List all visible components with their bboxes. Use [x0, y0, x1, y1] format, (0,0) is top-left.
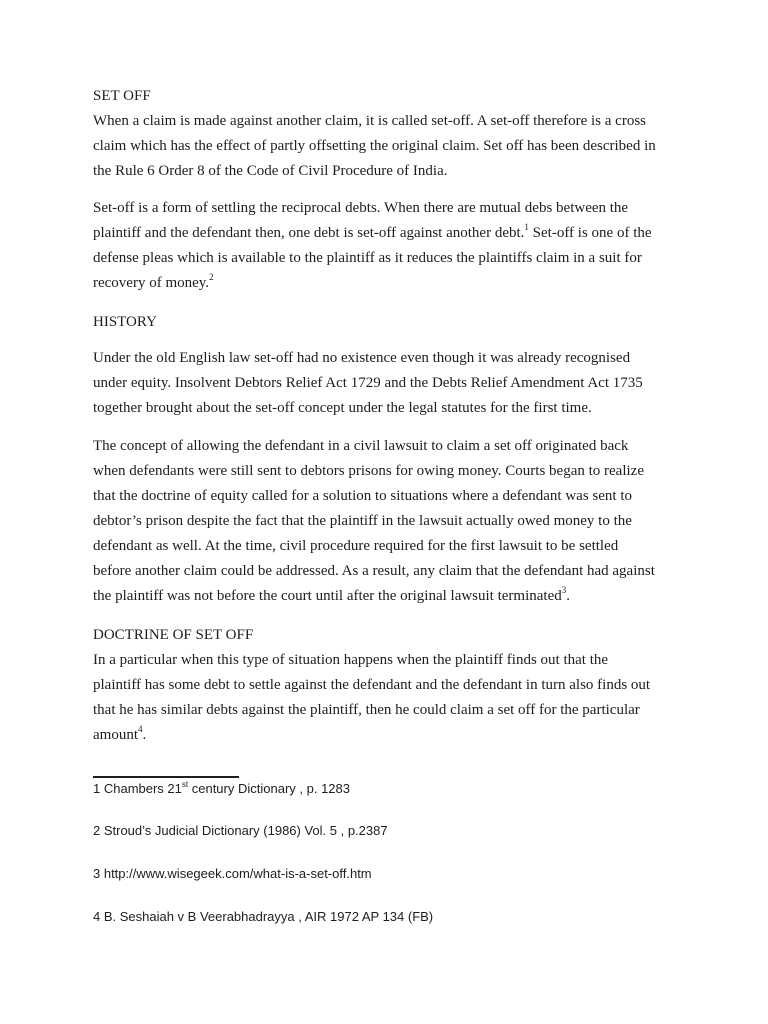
paragraph-line: the Rule 6 Order 8 of the Code of Civil Procedure of India.	[93, 163, 448, 179]
footnote-separator	[93, 776, 239, 778]
text-run: recovery of money.	[93, 275, 210, 291]
footnote-ref-4[interactable]: 4	[138, 724, 143, 734]
text-run: plaintiff and the defendant then, one debt is set-off against another debt.	[93, 225, 525, 241]
paragraph-line	[93, 221, 693, 246]
paragraph-line: defense pleas which is available to the plaintiff as it reduces the plaintiffs claim in a suit for	[93, 250, 642, 266]
paragraph-line: that the doctrine of equity called for a solution to situations where a defendant was sent to	[93, 488, 633, 504]
superscript: st	[181, 779, 189, 789]
text-run: amount	[93, 727, 138, 743]
paragraph-line: defendant as well. At the time, civil procedure required for the first lawsuit to be settled	[93, 538, 619, 554]
paragraph-line: In a particular when this type of situation happens when the plaintiff finds out that the	[93, 652, 609, 668]
footnote-2: 2 Stroud’s Judicial Dictionary (1986) Vol. 5 , p.2387	[93, 823, 388, 838]
paragraph-line: Under the old English law set-off had no existence even though it was already recognised	[93, 350, 631, 366]
paragraph-line: debtor’s prison despite the fact that the plaintiff in the lawsuit actually owed money to the	[93, 513, 632, 529]
heading-set-off: SET OFF	[93, 88, 151, 104]
footnote-3[interactable]: 3 http://www.wisegeek.com/what-is-a-set-off.htm	[93, 866, 372, 881]
text-run: the plaintiff was not before the court until after the original lawsuit terminated	[93, 588, 562, 604]
paragraph-history-2	[93, 434, 693, 609]
paragraph-line: before another claim could be addressed. As a result, any claim that the defendant had against	[93, 563, 655, 579]
footnote-4: 4 B. Seshaiah v B Veerabhadrayya , AIR 1972 AP 134 (FB)	[93, 909, 434, 924]
paragraph-line: plaintiff has some debt to settle against the defendant and the defendant in turn also finds out	[93, 677, 651, 693]
paragraph-line: that he has similar debts against the plaintiff, then he could claim a set off for the particular	[93, 702, 640, 718]
footnote-ref-3[interactable]: 3	[561, 585, 567, 595]
footnote-1	[93, 779, 350, 799]
footnote-ref-2[interactable]: 2	[209, 272, 214, 282]
heading-history: HISTORY	[93, 314, 157, 330]
paragraph-line	[93, 723, 693, 748]
section-history	[93, 310, 693, 335]
heading-doctrine-of-set-off: DOCTRINE OF SET OFF	[93, 627, 254, 643]
text-run: .	[566, 588, 570, 604]
paragraph-set-off-2	[93, 196, 693, 296]
section-doctrine	[93, 623, 693, 748]
paragraph-line: Set-off is a form of settling the reciprocal debts. When there are mutual debs between the	[93, 200, 629, 216]
paragraph-line: When a claim is made against another claim, it is called set-off. A set-off therefore is a cross	[93, 113, 647, 129]
paragraph-line: together brought about the set-off concept under the legal statutes for the first time.	[93, 400, 592, 416]
footnote-ref-1[interactable]: 1	[524, 222, 529, 232]
section-set-off	[93, 84, 693, 184]
text-run: .	[142, 727, 147, 743]
paragraph-line	[93, 271, 693, 296]
paragraph-history-1	[93, 346, 693, 421]
paragraph-line: under equity. Insolvent Debtors Relief Act 1729 and the Debts Relief Amendment Act 1735	[93, 375, 643, 391]
paragraph-line: when defendants were still sent to debtors prisons for owing money. Courts began to realize	[93, 463, 644, 479]
text-run: century Dictionary , p. 1283	[188, 781, 350, 796]
text-run: 1 Chambers 21	[93, 781, 182, 796]
paragraph-line: claim which has the effect of partly offsetting the original claim. Set off has been described in	[93, 138, 656, 154]
text-run: Set-off is one of the	[528, 225, 652, 241]
paragraph-line	[93, 584, 693, 609]
paragraph-line: The concept of allowing the defendant in a civil lawsuit to claim a set off originated back	[93, 438, 629, 454]
